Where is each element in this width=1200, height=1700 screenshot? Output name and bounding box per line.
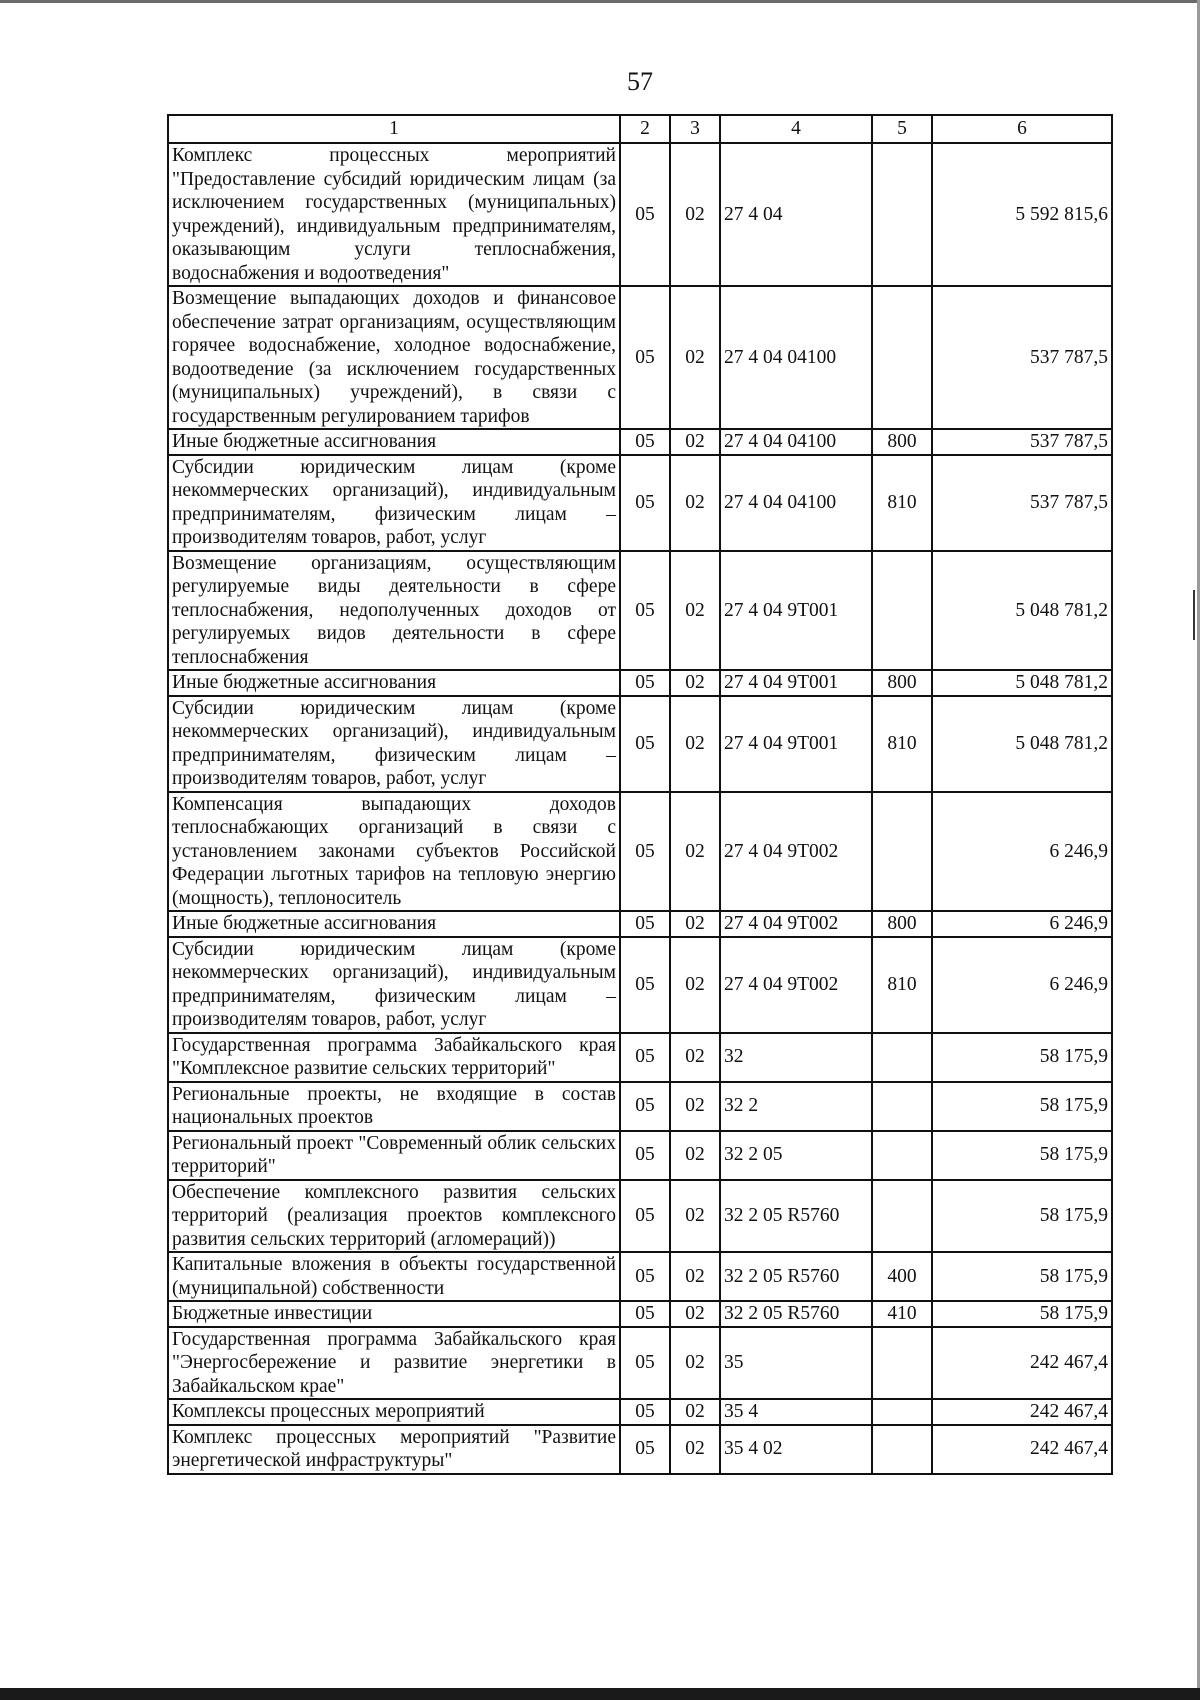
row-amount-cell: 537 787,5	[932, 455, 1112, 551]
row-name-cell: Региональный проект "Современный облик сельских территорий"	[168, 1131, 620, 1180]
row-name-cell: Комплекс процессных мероприятий "Развитие энергетической инфраструктуры"	[168, 1425, 620, 1474]
header-col-1: 1	[168, 115, 620, 143]
row-expense-type-cell	[872, 143, 932, 286]
row-target-code-cell: 27 4 04 9Т002	[720, 911, 872, 937]
row-section-cell: 05	[620, 429, 670, 455]
row-amount-cell: 5 048 781,2	[932, 696, 1112, 792]
row-subsection-cell: 02	[670, 1252, 720, 1301]
row-name-cell: Субсидии юридическим лицам (кроме некоммерческих организаций), индивидуальным предпринимателям, физическим лицам – производителям товаров, работ, услуг	[168, 455, 620, 551]
row-name-cell: Субсидии юридическим лицам (кроме некоммерческих организаций), индивидуальным предпринимателям, физическим лицам – производителям товаров, работ, услуг	[168, 937, 620, 1033]
row-amount-cell: 58 175,9	[932, 1033, 1112, 1082]
row-name-cell: Капитальные вложения в объекты государственной (муниципальной) собственности	[168, 1252, 620, 1301]
budget-table	[167, 114, 1113, 1475]
row-name-cell: Возмещение выпадающих доходов и финансовое обеспечение затрат организациям, осуществляющим горячее водоснабжение, холодное водоснабжение, водоотведение (за исключением государственных (муниципальных) учреждений), в связи с государственным регулированием тарифов	[168, 286, 620, 429]
row-target-code-cell: 32	[720, 1033, 872, 1082]
row-expense-type-cell	[872, 1399, 932, 1425]
row-name-cell: Комплекс процессных мероприятий "Предоставление субсидий юридическим лицам (за исключением государственных (муниципальных) учреждений), индивидуальным предпринимателям, оказывающим услуги теплоснабжения, водоснабжения и водоотведения"	[168, 143, 620, 286]
row-section-cell: 05	[620, 937, 670, 1033]
row-target-code-cell: 32 2 05 R5760	[720, 1252, 872, 1301]
row-target-code-cell: 35 4	[720, 1399, 872, 1425]
row-name-cell: Иные бюджетные ассигнования	[168, 429, 620, 455]
row-section-cell: 05	[620, 1425, 670, 1474]
table-header-row	[168, 115, 1112, 143]
table-row	[168, 1425, 1112, 1474]
row-amount-cell: 58 175,9	[932, 1252, 1112, 1301]
row-amount-cell: 537 787,5	[932, 429, 1112, 455]
row-subsection-cell: 02	[670, 670, 720, 696]
row-amount-cell: 242 467,4	[932, 1327, 1112, 1400]
row-section-cell: 05	[620, 455, 670, 551]
row-target-code-cell: 27 4 04 9Т002	[720, 937, 872, 1033]
row-name-cell: Субсидии юридическим лицам (кроме некоммерческих организаций), индивидуальным предпринимателям, физическим лицам – производителям товаров, работ, услуг	[168, 696, 620, 792]
row-target-code-cell: 27 4 04 9Т001	[720, 670, 872, 696]
row-amount-cell: 537 787,5	[932, 286, 1112, 429]
row-subsection-cell: 02	[670, 1425, 720, 1474]
row-subsection-cell: 02	[670, 1033, 720, 1082]
row-target-code-cell: 32 2	[720, 1082, 872, 1131]
table-row	[168, 1033, 1112, 1082]
table-row	[168, 670, 1112, 696]
table-row	[168, 1131, 1112, 1180]
row-name-cell: Иные бюджетные ассигнования	[168, 911, 620, 937]
row-expense-type-cell: 810	[872, 937, 932, 1033]
row-name-cell: Возмещение организациям, осуществляющим регулируемые виды деятельности в сфере теплоснабжения, недополученных доходов от регулируемых видов деятельности в сфере теплоснабжения	[168, 551, 620, 671]
row-amount-cell: 5 592 815,6	[932, 143, 1112, 286]
row-section-cell: 05	[620, 1131, 670, 1180]
row-section-cell: 05	[620, 1301, 670, 1327]
row-expense-type-cell: 810	[872, 696, 932, 792]
table-row	[168, 696, 1112, 792]
row-target-code-cell: 27 4 04 04100	[720, 455, 872, 551]
row-subsection-cell: 02	[670, 551, 720, 671]
row-expense-type-cell: 400	[872, 1252, 932, 1301]
row-subsection-cell: 02	[670, 911, 720, 937]
scan-edge-bottom	[0, 1688, 1200, 1700]
row-target-code-cell: 27 4 04 9Т001	[720, 696, 872, 792]
row-section-cell: 05	[620, 551, 670, 671]
row-name-cell: Региональные проекты, не входящие в состав национальных проектов	[168, 1082, 620, 1131]
row-subsection-cell: 02	[670, 1399, 720, 1425]
row-subsection-cell: 02	[670, 143, 720, 286]
row-section-cell: 05	[620, 911, 670, 937]
table-row	[168, 1327, 1112, 1400]
row-expense-type-cell: 810	[872, 455, 932, 551]
row-target-code-cell: 32 2 05 R5760	[720, 1301, 872, 1327]
row-name-cell: Обеспечение комплексного развития сельских территорий (реализация проектов комплексного развития сельских территорий (агломераций))	[168, 1180, 620, 1253]
table-row	[168, 1301, 1112, 1327]
row-expense-type-cell: 800	[872, 670, 932, 696]
row-amount-cell: 6 246,9	[932, 937, 1112, 1033]
row-subsection-cell: 02	[670, 696, 720, 792]
header-col-5: 5	[872, 115, 932, 143]
row-name-cell: Компенсация выпадающих доходов теплоснабжающих организаций в связи с установлением законами субъектов Российской Федерации льготных тарифов на тепловую энергию (мощность), теплоноситель	[168, 792, 620, 912]
row-target-code-cell: 32 2 05	[720, 1131, 872, 1180]
row-subsection-cell: 02	[670, 792, 720, 912]
row-section-cell: 05	[620, 1252, 670, 1301]
row-target-code-cell: 27 4 04 9Т001	[720, 551, 872, 671]
row-target-code-cell: 27 4 04 04100	[720, 429, 872, 455]
row-expense-type-cell: 800	[872, 429, 932, 455]
scan-mark	[1193, 590, 1195, 640]
table-row	[168, 1082, 1112, 1131]
header-col-3: 3	[670, 115, 720, 143]
table-row	[168, 937, 1112, 1033]
row-expense-type-cell	[872, 1327, 932, 1400]
row-amount-cell: 58 175,9	[932, 1082, 1112, 1131]
row-expense-type-cell: 800	[872, 911, 932, 937]
row-name-cell: Государственная программа Забайкальского края "Энергосбережение и развитие энергетики в Забайкальском крае"	[168, 1327, 620, 1400]
header-col-6: 6	[932, 115, 1112, 143]
page-number: 57	[627, 67, 653, 96]
table-row	[168, 1180, 1112, 1253]
row-section-cell: 05	[620, 670, 670, 696]
table-row	[168, 911, 1112, 937]
row-amount-cell: 58 175,9	[932, 1131, 1112, 1180]
row-amount-cell: 58 175,9	[932, 1180, 1112, 1253]
row-target-code-cell: 27 4 04 9Т002	[720, 792, 872, 912]
header-col-4: 4	[720, 115, 872, 143]
row-target-code-cell: 27 4 04 04100	[720, 286, 872, 429]
table-row	[168, 1399, 1112, 1425]
row-amount-cell: 58 175,9	[932, 1301, 1112, 1327]
row-section-cell: 05	[620, 792, 670, 912]
table-row	[168, 792, 1112, 912]
row-section-cell: 05	[620, 1399, 670, 1425]
scan-edge-top	[0, 0, 1200, 3]
row-expense-type-cell	[872, 286, 932, 429]
row-target-code-cell: 35	[720, 1327, 872, 1400]
row-amount-cell: 6 246,9	[932, 911, 1112, 937]
row-expense-type-cell	[872, 1180, 932, 1253]
table-row	[168, 455, 1112, 551]
row-amount-cell: 5 048 781,2	[932, 670, 1112, 696]
table-row	[168, 429, 1112, 455]
row-subsection-cell: 02	[670, 937, 720, 1033]
row-name-cell: Комплексы процессных мероприятий	[168, 1399, 620, 1425]
row-expense-type-cell	[872, 551, 932, 671]
row-section-cell: 05	[620, 1327, 670, 1400]
row-subsection-cell: 02	[670, 1131, 720, 1180]
table-body	[168, 143, 1112, 1474]
row-subsection-cell: 02	[670, 429, 720, 455]
row-section-cell: 05	[620, 1180, 670, 1253]
table-row	[168, 1252, 1112, 1301]
row-amount-cell: 242 467,4	[932, 1399, 1112, 1425]
row-amount-cell: 242 467,4	[932, 1425, 1112, 1474]
row-section-cell: 05	[620, 1033, 670, 1082]
row-expense-type-cell: 410	[872, 1301, 932, 1327]
row-subsection-cell: 02	[670, 1082, 720, 1131]
header-col-2: 2	[620, 115, 670, 143]
row-subsection-cell: 02	[670, 455, 720, 551]
row-target-code-cell: 27 4 04	[720, 143, 872, 286]
row-expense-type-cell	[872, 1033, 932, 1082]
row-section-cell: 05	[620, 286, 670, 429]
row-section-cell: 05	[620, 696, 670, 792]
row-subsection-cell: 02	[670, 286, 720, 429]
row-target-code-cell: 32 2 05 R5760	[720, 1180, 872, 1253]
row-section-cell: 05	[620, 1082, 670, 1131]
row-target-code-cell: 35 4 02	[720, 1425, 872, 1474]
row-expense-type-cell	[872, 792, 932, 912]
row-name-cell: Иные бюджетные ассигнования	[168, 670, 620, 696]
row-expense-type-cell	[872, 1425, 932, 1474]
table-row	[168, 143, 1112, 286]
row-subsection-cell: 02	[670, 1301, 720, 1327]
row-amount-cell: 6 246,9	[932, 792, 1112, 912]
table-row	[168, 286, 1112, 429]
row-amount-cell: 5 048 781,2	[932, 551, 1112, 671]
row-name-cell: Государственная программа Забайкальского края "Комплексное развитие сельских территорий"	[168, 1033, 620, 1082]
row-name-cell: Бюджетные инвестиции	[168, 1301, 620, 1327]
row-subsection-cell: 02	[670, 1327, 720, 1400]
row-expense-type-cell	[872, 1131, 932, 1180]
table-row	[168, 551, 1112, 671]
row-expense-type-cell	[872, 1082, 932, 1131]
row-subsection-cell: 02	[670, 1180, 720, 1253]
row-section-cell: 05	[620, 143, 670, 286]
